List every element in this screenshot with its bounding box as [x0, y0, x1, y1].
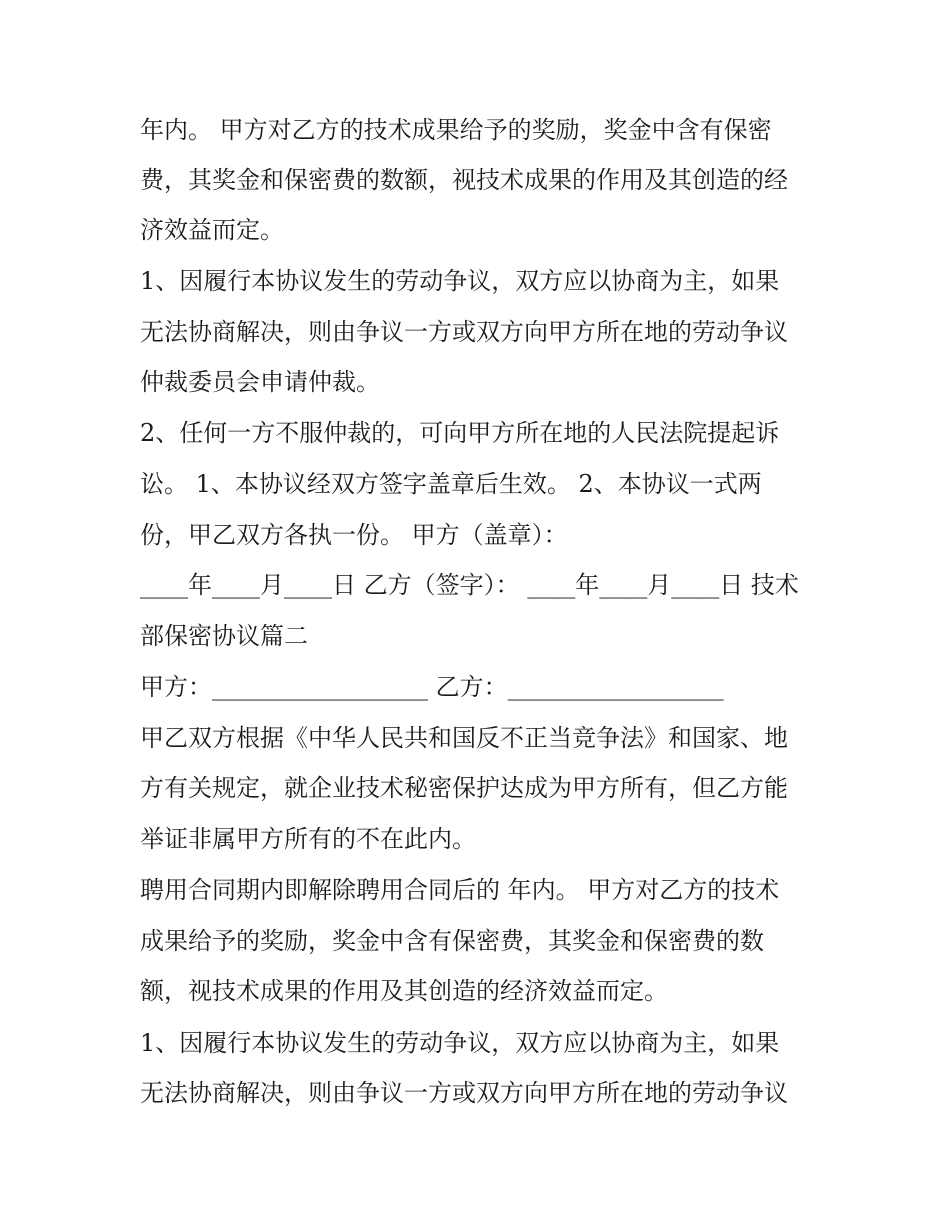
text-line: 费，其奖金和保密费的数额，视技术成果的作用及其创造的经	[140, 166, 788, 194]
text-line: 无法协商解决，则由争议一方或双方向甲方所在地的劳动争议	[140, 1079, 788, 1107]
text-line: 方有关规定，就企业技术秘密保护达成为甲方所有，但乙方能	[140, 774, 788, 802]
text-line: 仲裁委员会申请仲裁。	[140, 368, 380, 396]
text-line: 成果给予的奖励，奖金中含有保密费，其奖金和保密费的数	[140, 927, 764, 955]
parties-line: 甲方：__________________ 乙方：__________________	[140, 673, 724, 701]
text-line: 1、因履行本协议发生的劳动争议，双方应以协商为主，如果	[140, 1029, 780, 1057]
text-line: 份，甲乙双方各执一份。 甲方（盖章）：	[140, 521, 568, 549]
text-line: 年内。 甲方对乙方的技术成果给予的奖励，奖金中含有保密	[140, 116, 772, 144]
text-line: 1、因履行本协议发生的劳动争议，双方应以协商为主，如果	[140, 267, 780, 295]
text-line: 2、任何一方不服仲裁的，可向甲方所在地的人民法院提起诉	[140, 419, 780, 447]
text-line: 讼。 1、本协议经双方签字盖章后生效。 2、本协议一式两	[140, 470, 762, 498]
text-line: 甲乙双方根据《中华人民共和国反不正当竞争法》和国家、地	[140, 724, 788, 752]
text-line: 济效益而定。	[140, 216, 284, 244]
text-line: 无法协商解决，则由争议一方或双方向甲方所在地的劳动争议	[140, 318, 788, 346]
text-line: ____年____月____日 乙方（签字）： ____年____月____日 技术	[140, 571, 799, 599]
text-line: 额，视技术成果的作用及其创造的经济效益而定。	[140, 977, 668, 1005]
text-line: 聘用合同期内即解除聘用合同后的 年内。 甲方对乙方的技术	[140, 876, 780, 904]
section-title: 部保密协议篇二	[140, 622, 308, 650]
text-line: 举证非属甲方所有的不在此内。	[140, 825, 476, 853]
